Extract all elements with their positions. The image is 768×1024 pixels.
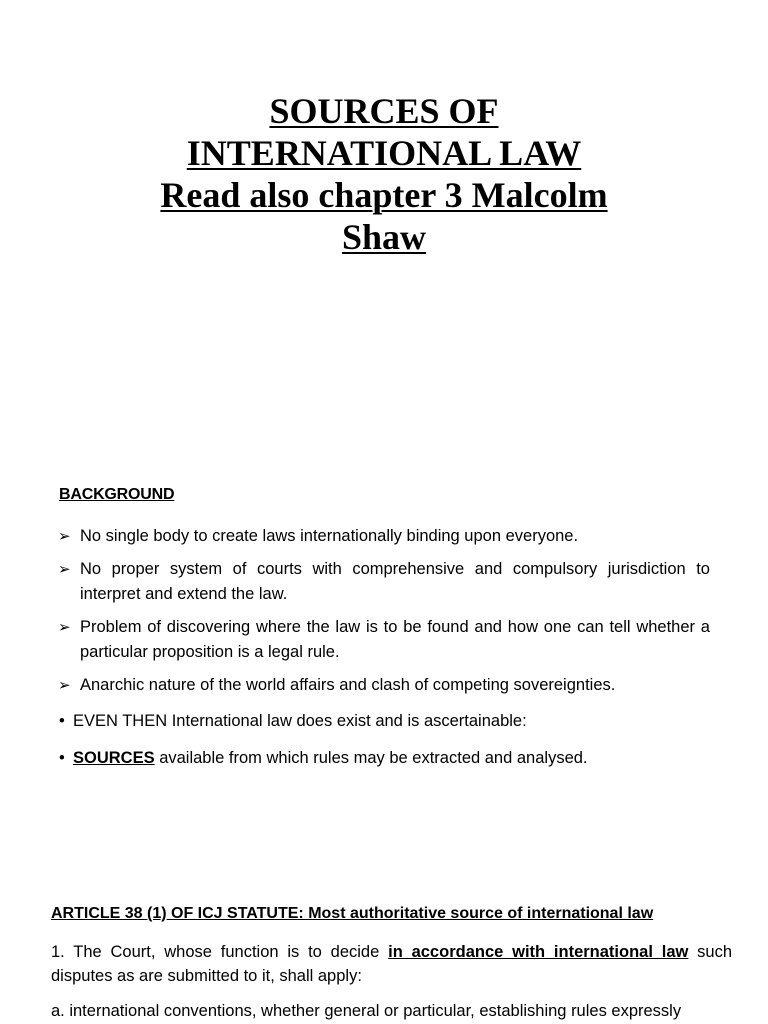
document-title xyxy=(100,90,668,258)
list-item: ➢ No proper system of courts with comprehensive and compulsory jurisdiction to interpret and extend the law. xyxy=(58,557,710,607)
sources-emphasis: SOURCES xyxy=(73,749,155,767)
title-line-1: SOURCES OF xyxy=(269,91,499,131)
title-line-3: Read also chapter 3 Malcolm xyxy=(160,175,608,215)
arrow-bullet-icon: ➢ xyxy=(58,528,71,545)
list-item: ➢ No single body to create laws internationally binding upon everyone. xyxy=(58,524,710,549)
title-line-2: INTERNATIONAL LAW xyxy=(186,133,582,173)
article-paragraph-1: 1. The Court, whose function is to decide in accordance with international law such disputes as are submitted to it, shall apply: xyxy=(51,943,733,985)
arrow-bullet-icon: ➢ xyxy=(58,677,71,694)
title-line-4: Shaw xyxy=(341,217,427,257)
dot-bullet-icon: • xyxy=(59,712,65,730)
article-item-a: a. international conventions, whether general or particular, establishing rules expressly xyxy=(51,1002,682,1020)
international-law-emphasis: in accordance with international law xyxy=(388,943,689,961)
arrow-bullet-icon: ➢ xyxy=(58,619,71,636)
article-38-heading: ARTICLE 38 (1) OF ICJ STATUTE: Most authoritative source of international law xyxy=(51,905,654,922)
background-arrow-list xyxy=(58,524,710,706)
list-item: • SOURCES available from which rules may be extracted and analysed. xyxy=(59,746,588,771)
background-dot-list xyxy=(59,709,588,783)
list-item: ➢ Anarchic nature of the world affairs and clash of competing sovereignties. xyxy=(58,673,710,698)
list-item: • EVEN THEN International law does exist and is ascertainable: xyxy=(59,709,588,734)
dot-bullet-icon: • xyxy=(59,749,65,767)
arrow-bullet-icon: ➢ xyxy=(58,561,71,578)
background-heading: BACKGROUND xyxy=(59,486,175,503)
list-item: ➢ Problem of discovering where the law is to be found and how one can tell whether a particular proposition is a legal rule. xyxy=(58,615,710,665)
